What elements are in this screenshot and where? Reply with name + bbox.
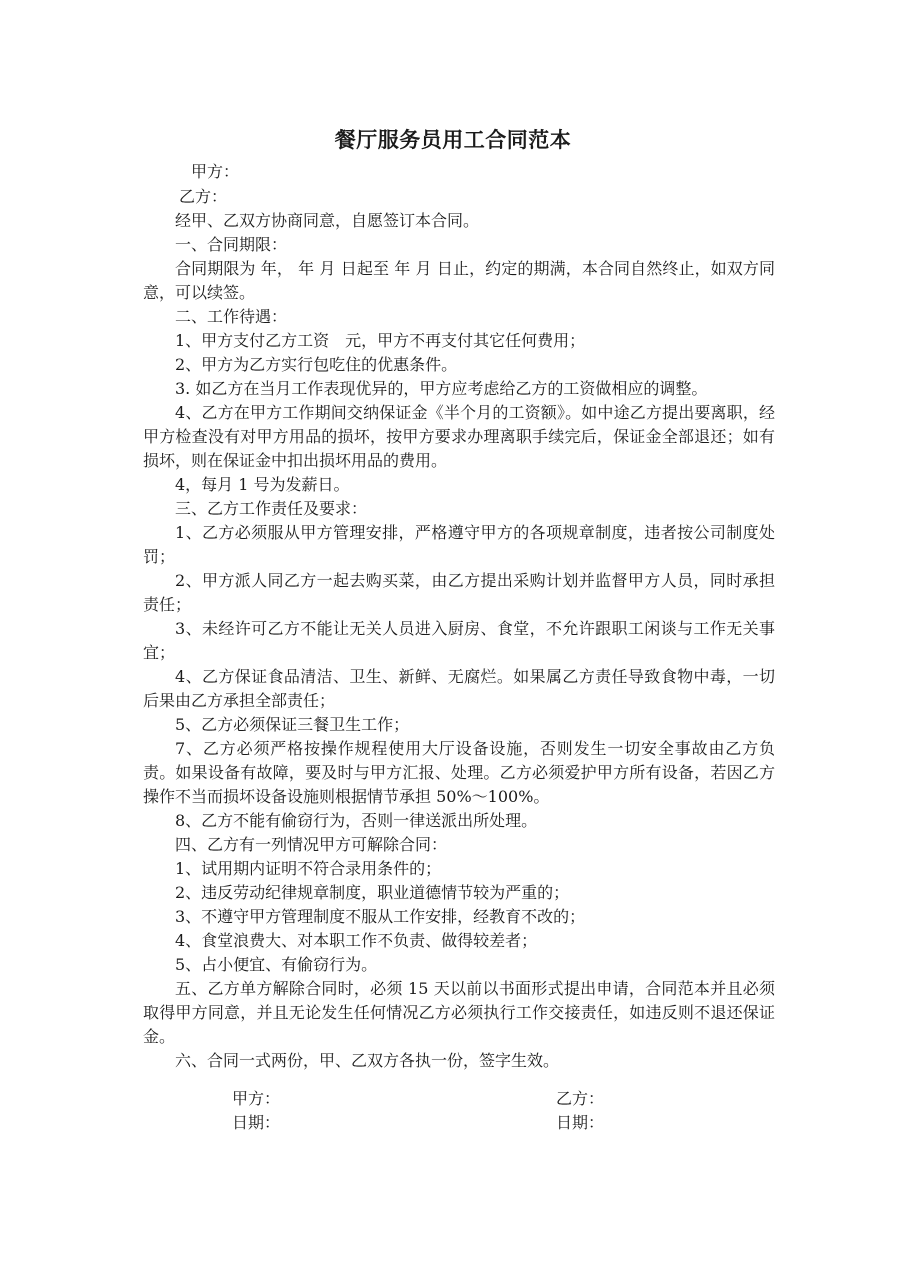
- section-4-item-4: 4、食堂浪费大、对本职工作不负责、做得较差者；: [175, 931, 538, 950]
- section-4-item-3: 3、不遵守甲方管理制度不服从工作安排，经教育不改的；: [175, 907, 586, 926]
- section-5-paragraph: 五、乙方单方解除合同时，必须 15 天以前以书面形式提出申请，合同范本并且必须取得甲方同意，并且无论发生任何情况乙方必须执行工作交接责任，如违反则不退还保证金。: [143, 979, 775, 1046]
- section-3-item-5: 5、乙方必须保证三餐卫生工作；: [175, 715, 410, 734]
- section-6-paragraph: 六、合同一式两份，甲、乙双方各执一份，签字生效。: [175, 1051, 560, 1070]
- intro-paragraph: 经甲、乙双方协商同意，自愿签订本合同。: [175, 211, 480, 230]
- section-3-item-7: 7、乙方必须严格按操作规程使用大厅设备设施，否则发生一切安全事故由乙方负责。如果设备有故障，要及时与甲方汇报、处理。乙方必须爱护甲方所有设备，若因乙方操作不当而损坏设备设施则根据情节承担 50%～100%。: [143, 739, 775, 806]
- section-3-item-2: 2、甲方派人同乙方一起去购买菜，由乙方提出采购计划并监督甲方人员，同时承担责任；: [143, 571, 775, 614]
- section-1-paragraph: 合同期限为 年， 年 月 日起至 年 月 日止，约定的期满，本合同自然终止，如双方同意，可以续签。: [143, 259, 775, 302]
- section-4-item-1: 1、试用期内证明不符合录用条件的；: [175, 859, 442, 878]
- section-2-item-1: 1、甲方支付乙方工资 元，甲方不再支付其它任何费用；: [175, 331, 586, 350]
- section-2-heading: 二、工作待遇：: [175, 307, 288, 326]
- section-2-item-4: 4、乙方在甲方工作期间交纳保证金《半个月的工资额》。如中途乙方提出要离职，经甲方检查没有对甲方用品的损坏，按甲方要求办理离职手续完后，保证金全部退还；如有损坏，则在保证金中扣出损坏用品的费用。: [143, 403, 775, 470]
- section-2-item-2: 2、甲方为乙方实行包吃住的优惠条件。: [175, 355, 458, 374]
- section-3-item-8: 8、乙方不能有偷窃行为，否则一律送派出所处理。: [175, 811, 538, 830]
- signature-date-a: 日期：: [232, 1113, 281, 1132]
- signature-party-a: 甲方：: [232, 1089, 281, 1108]
- section-4-item-2: 2、违反劳动纪律规章制度，职业道德情节较为严重的；: [175, 883, 570, 902]
- section-3-item-1: 1、乙方必须服从甲方管理安排，严格遵守甲方的各项规章制度，违者按公司制度处罚；: [143, 523, 775, 566]
- section-4-item-5: 5、占小便宜、有偷窃行为。: [175, 955, 378, 974]
- signature-party-b: 乙方：: [556, 1089, 605, 1108]
- section-2-item-3: 3. 如乙方在当月工作表现优异的，甲方应考虑给乙方的工资做相应的调整。: [175, 379, 708, 398]
- section-4-heading: 四、乙方有一列情况甲方可解除合同：: [175, 835, 448, 854]
- party-a-line: 甲方：: [191, 162, 240, 181]
- signature-date-b: 日期：: [556, 1113, 605, 1132]
- section-3-heading: 三、乙方工作责任及要求：: [175, 499, 368, 518]
- document-title: 餐厅服务员用工合同范本: [334, 127, 572, 152]
- section-2-item-5: 4，每月 1 号为发薪日。: [175, 475, 350, 494]
- section-3-item-4: 4、乙方保证食品清洁、卫生、新鲜、无腐烂。如果属乙方责任导致食物中毒，一切后果由乙方承担全部责任；: [143, 667, 775, 710]
- section-1-heading: 一、合同期限：: [175, 235, 288, 254]
- section-3-item-3: 3、未经许可乙方不能让无关人员进入厨房、食堂，不允许跟职工闲谈与工作无关事宜；: [143, 619, 775, 662]
- party-b-line: 乙方：: [179, 187, 228, 206]
